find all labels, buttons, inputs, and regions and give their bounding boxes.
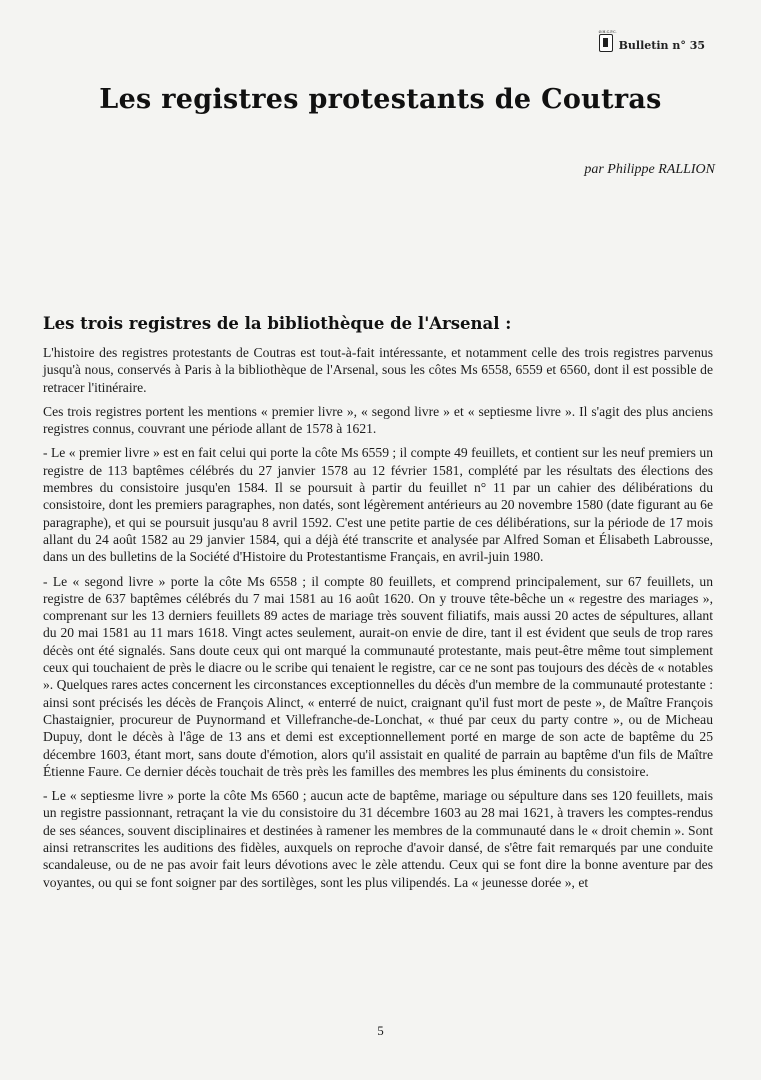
section-heading: Les trois registres de la bibliothèque de l'Arsenal : <box>43 314 512 333</box>
page-number: 5 <box>377 1023 384 1038</box>
article-body <box>43 344 713 898</box>
paragraph-intro: L'histoire des registres protestants de Coutras est tout-à-fait intéressante, et notamment celle des trois registres parvenus jusqu'à nous, conservés à Paris à la bibliothèque de l'Arsenal, sous les côtes Ms 6558, 6559 et 6560, dont il est possible de retracer l'itinéraire. <box>43 345 713 395</box>
society-logo <box>598 30 617 52</box>
page-header <box>599 30 705 52</box>
paragraph-segond-livre: - Le « segond livre » porte la côte Ms 6558 ; il compte 80 feuillets, et comprend principalement, sur 67 feuillets, un registre de 637 baptêmes célébrés du 7 mai 1581 au 16 août 1620. On y trouve tête-bêche un « regestre des mariages », comprenant sur les 13 derniers feuillets 89 actes de mariage très souvent filiatifs, mais aussi 20 actes de sépultures, allant du 20 mai 1581 au 11 mars 1618. Vingt actes seulement, aurait-on envie de dire, tant il est évident que seuls de trop rares décès ont été signalés. Sans doute ceux qui ont marqué la communauté protestante, mais peut-être même tout simplement ceux qui touchaient de près le diacre ou le scribe qui tenaient le registre, car ce ne sont pas toujours des décès de « notables ». Quelques rares actes concernent les circonstances exceptionnelles du décès d'un membre de la communauté protestante : ainsi sont précisés les décès de François Alinct, « enterré de nuict, craignant qu'il fust mort de peste », de Maître François Chastaignier, procureur de Puynormand et Villefranche-de-Lonchat, « thué par ceux du party contre », ou de Micheau Dupuy, dont le décès à l'âge de 13 ans et demi est exceptionnellement porté en marge de son acte de baptême du 25 décembre 1603, étant mort, sans doute d'émotion, alors qu'il assistait en qualité de parrain au baptême d'un fils de Maître Étienne Faure. Ce dernier décès touchait de très près les familles des membres les plus éminents du consistoire. <box>43 573 713 779</box>
article-author: par Philippe RALLION <box>584 162 715 177</box>
paragraph-mentions: Ces trois registres portent les mentions « premier livre », « segond livre » et « septiesme livre ». Il s'agit des plus anciens registres connus, couvrant une période allant de 1578 à 1621. <box>43 403 713 437</box>
logo-icon <box>599 34 613 52</box>
paragraph-premier-livre: - Le « premier livre » est en fait celui qui porte la côte Ms 6559 ; il compte 49 feuillets, et contient sur les neuf premiers un registre de 113 baptêmes célébrés du 27 janvier 1578 au 12 février 1581, complété par les résultats des élections des membres du consistoire jusqu'en 1584. Il se poursuit à partir du feuillet n° 11 par un cahier des délibérations du consistoire, dont les premiers paragraphes, non datés, sont légèrement antérieurs au 20 novembre 1580 (date figurant au 6e paragraphe), et qui se poursuit jusqu'au 8 avril 1592. C'est une petite partie de ces délibérations, sur la période de 17 mois allant du 24 août 1582 au 29 janvier 1584, qui a déjà été transcrite et analysée par Alfred Soman et Élisabeth Labrousse, dans un des bulletins de la Société d'Histoire du Protestantisme Français, en avril-juin 1980. <box>43 445 713 565</box>
logo-text: Ø.H.C.P.C. <box>598 30 617 34</box>
paragraph-septiesme-livre: - Le « septiesme livre » porte la côte Ms 6560 ; aucun acte de baptême, mariage ou sépulture dans ses 120 feuillets, mais un registre passionnant, retraçant la vie du consistoire du 31 décembre 1603 au 28 mai 1621, à travers les comptes-rendus de ses séances, souvent disciplinaires et destinées à ramener les membres de la communauté dans le « droit chemin ». Sont ainsi retranscrites les auditions des fidèles, auxquels on reproche d'avoir dansé, de s'être fait remarqués par une conduite scandaleuse, ou de ne pas avoir fait leurs dévotions avec le zèle attendu. Ceux qui se font dire la bonne aventure par des voyantes, ou qui se font soigner par des sortilèges, sont les plus vilipendés. La « jeunesse dorée », et <box>43 788 713 890</box>
bulletin-number: Bulletin n° 35 <box>618 39 705 52</box>
article-title: Les registres protestants de Coutras <box>99 84 662 115</box>
